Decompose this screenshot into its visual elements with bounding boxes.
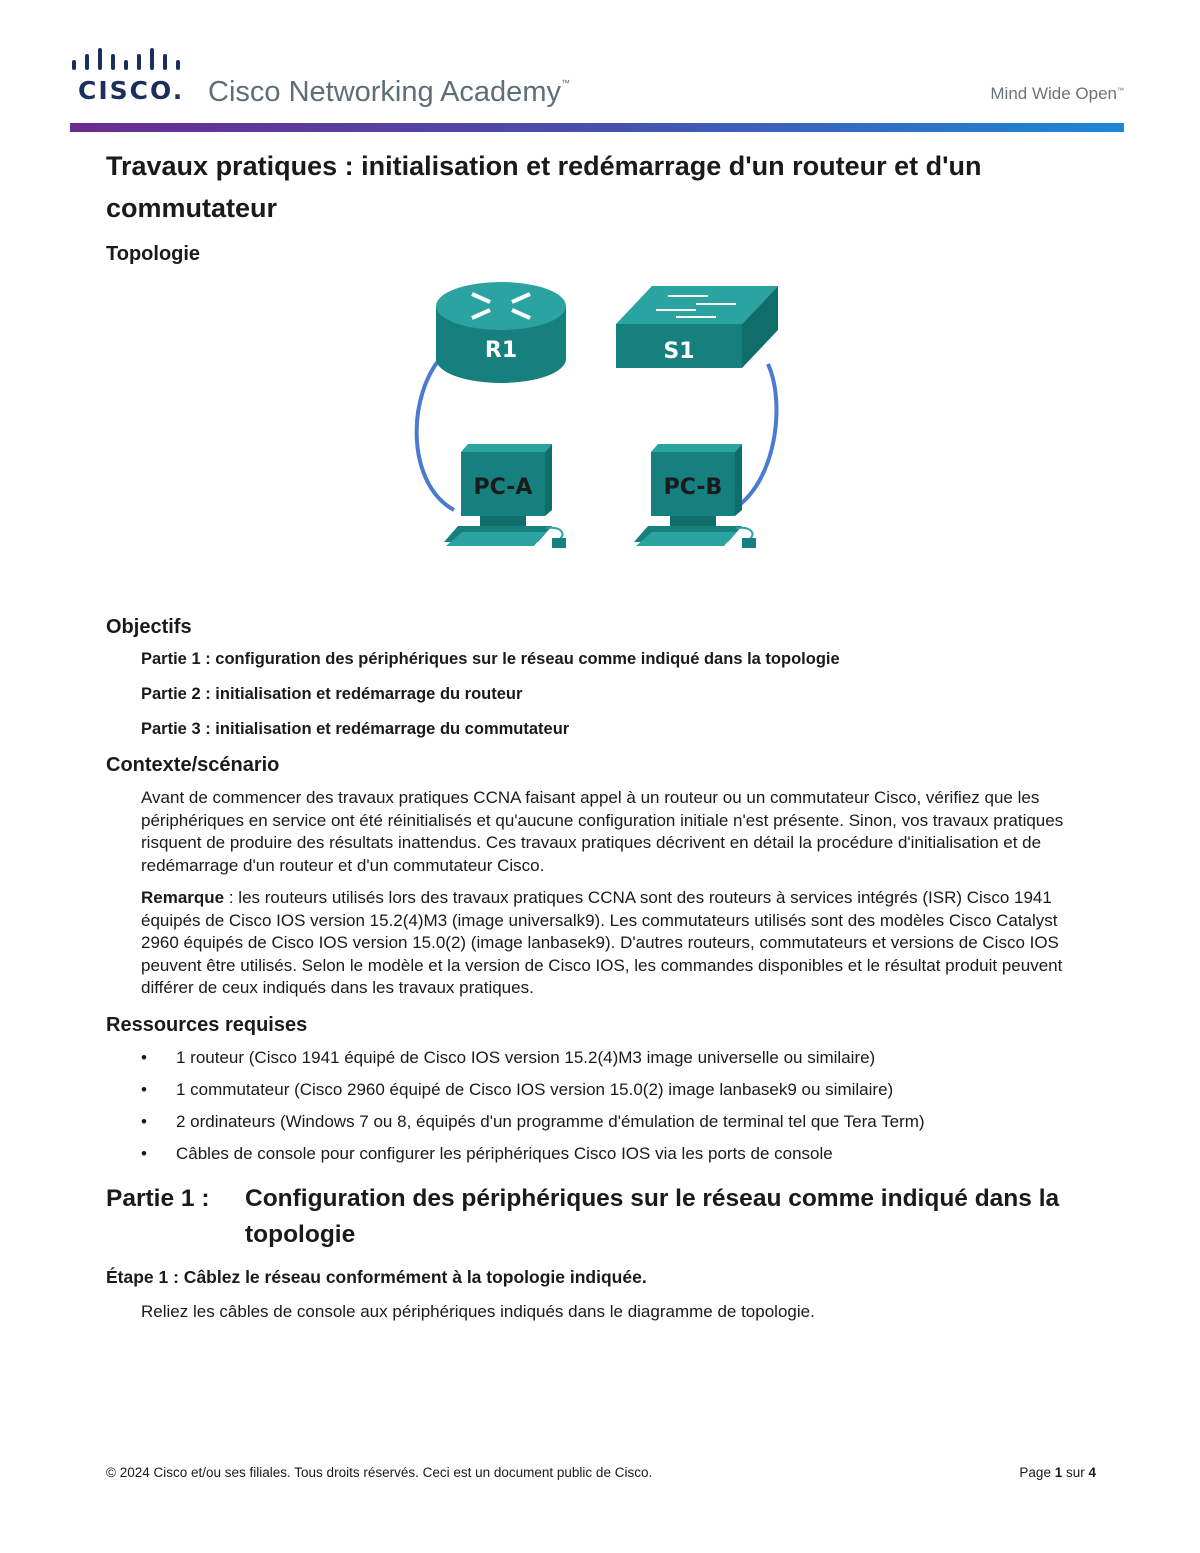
tagline (990, 84, 1124, 104)
switch-label: S1 (663, 339, 695, 364)
step1-heading: Étape 1 : Câblez le réseau conformément à la topologie indiquée. (106, 1266, 647, 1287)
page-current: 1 (1054, 1465, 1063, 1480)
note-text: : les routeurs utilisés lors des travaux pratiques CCNA sont des routeurs à services intégrés (ISR) Cisco 1941 équipés de Cisco IOS version 15.2(4)M3 (image universalk9). Les commutateurs utilisés sont des modèles Cisco Catalyst 2960 équipés de Cisco IOS version 15.0(2) (image lanbasek9). D'autres routeurs, commutateurs et versions de Cisco IOS peuvent être utilisés. Selon le modèle et la version de Cisco IOS, les commandes disponibles et le résultat produit peuvent différer de ceux indiqués dans les travaux pratiques. (141, 888, 1063, 997)
objectives-list (141, 649, 1096, 739)
resource-text: 1 commutateur (Cisco 2960 équipé de Cisco IOS version 15.0(2) image lanbasek9 ou similaire) (176, 1079, 894, 1099)
topology-diagram (106, 274, 1096, 604)
cisco-logo-word: CISCO. (78, 76, 185, 105)
tagline-text: Mind Wide Open (990, 84, 1117, 103)
list-item (141, 1079, 1096, 1101)
academy-name-text: Cisco Networking Academy (208, 76, 561, 108)
router-label: R1 (484, 338, 518, 363)
note-paragraph (141, 887, 1096, 1000)
bullet-icon: • (141, 1143, 147, 1163)
bullet-icon: • (141, 1047, 147, 1067)
tagline-trademark: ™ (1117, 87, 1124, 95)
list-item (141, 1047, 1096, 1069)
router-icon (436, 282, 566, 383)
switch-icon (616, 286, 778, 368)
resource-text: 1 routeur (Cisco 1941 équipé de Cisco IOS version 15.2(4)M3 image universelle ou similaire) (176, 1047, 876, 1067)
pc-a-label: PC-A (473, 475, 533, 500)
resources-list (141, 1047, 1096, 1165)
page-title: Travaux pratiques : initialisation et redémarrage d'un routeur et d'un commutateur (106, 151, 982, 223)
part1-number: Partie 1 : (106, 1184, 210, 1212)
list-item (141, 1111, 1096, 1133)
trademark-mark: ™ (560, 78, 570, 88)
document-body (106, 145, 1096, 1322)
note-label: Remarque (141, 888, 225, 907)
topology-heading: Topologie (106, 243, 201, 265)
header-gradient-bar (70, 123, 1124, 132)
list-item (141, 1143, 1096, 1165)
bullet-icon: • (141, 1079, 147, 1099)
objective-item: Partie 3 : initialisation et redémarrage du commutateur (141, 720, 570, 738)
page-prefix: Page (1019, 1465, 1055, 1480)
context-paragraph: Avant de commencer des travaux pratiques CCNA faisant appel à un routeur ou un commutateur Cisco, vérifiez que les périphériques en service ont été réinitialisés et qu'aucune configuration initiale n'est présente. Sinon, vos travaux pratiques risquent de produire des résultats inattendus. Ces travaux pratiques décrivent en détail la procédure d'initialisation et de redémarrage d'un routeur et d'un commutateur Cisco. (141, 788, 1064, 875)
bullet-icon: • (141, 1111, 147, 1131)
cisco-logo-bars-icon (70, 46, 180, 74)
resources-heading: Ressources requises (106, 1013, 308, 1036)
context-heading: Contexte/scénario (106, 754, 280, 776)
page-header (70, 40, 1124, 132)
part1-heading (106, 1181, 1096, 1253)
console-cable-r1-pca (417, 354, 454, 510)
objectives-heading: Objectifs (106, 616, 192, 638)
page-total: 4 (1088, 1465, 1096, 1480)
page-number (1019, 1465, 1096, 1480)
part1-title: Configuration des périphériques sur le réseau comme indiqué dans la topologie (245, 1184, 1060, 1248)
academy-name (208, 76, 570, 109)
step1-text: Reliez les câbles de console aux périphériques indiqués dans le diagramme de topologie. (141, 1301, 815, 1321)
objective-item: Partie 1 : configuration des périphériques sur le réseau comme indiqué dans la topologie (141, 650, 840, 668)
objective-item: Partie 2 : initialisation et redémarrage du routeur (141, 685, 523, 703)
resource-text: Câbles de console pour configurer les périphériques Cisco IOS via les ports de console (176, 1143, 833, 1163)
copyright-notice: © 2024 Cisco et/ou ses filiales. Tous droits réservés. Ceci est un document public de Cisco. (106, 1465, 653, 1480)
resource-text: 2 ordinateurs (Windows 7 ou 8, équipés d'un programme d'émulation de terminal tel que Tera Term) (176, 1111, 925, 1131)
pc-b-label: PC-B (663, 475, 723, 500)
page-mid: sur (1062, 1465, 1089, 1480)
